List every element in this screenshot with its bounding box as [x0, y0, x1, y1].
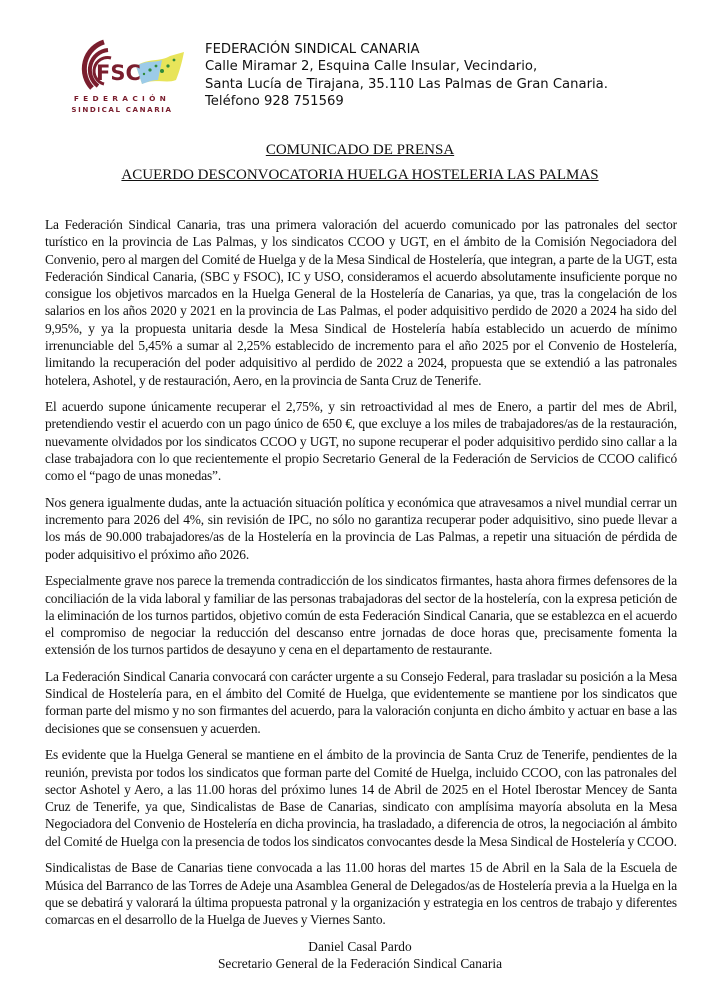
- body-paragraph-3: Nos genera igualmente dudas, ante la actuación situación política y económica que atravesamos a nivel mundial cerrar un incremento para 2026 del 4%, sin revisión de IPC, no sólo no garantiza recuperar poder adquisitivo, sino puede llevar a los más de 90.000 trabajadores/as de la Hostelería en la provincia de Las Palmas, a repetir una situación de pérdida de poder adquisitivo el próximo año 2026.: [45, 494, 677, 562]
- body-paragraph-2: El acuerdo supone únicamente recuperar el 2,75%, y sin retroactividad al mes de Enero, a partir del mes de Abril, pretendiendo vestir el acuerdo con un pago único de 650 €, que excluye a los miles de trabajadores/as de la restauración, nuevamente olvidados por los sindicatos CCOO y UGT, no supone recuperar el poder adquisitivo perdido sino callar a la clase trabajadora con lo que recientemente el propio Secretario General de la Federación de Servicios de CCOO calificó como el “pago de unas monedas”.: [45, 399, 677, 484]
- letterhead-org: FEDERACIÓN SINDICAL CANARIA: [205, 42, 420, 57]
- body-paragraph-4: Especialmente grave nos parece la tremenda contradicción de los sindicatos firmantes, hasta ahora firmes defensores de la conciliación de la vida laboral y familiar de las personas trabajadoras del sector de la hostelería, con la expresa petición de la eliminación de los turnos partidos, objetivo común de esta Federación Sindical Canaria, que se establezca en el acuerdo el compromiso de negociar la reducción del descanso entre jornadas de doce horas que, precisamente fomenta la extensión de los turnos partidos de desayuno y cena en el departamento de restaurante.: [45, 573, 677, 658]
- body-paragraph-5: La Federación Sindical Canaria convocará con carácter urgente a su Consejo Federal, para trasladar su posición a la Mesa Sindical de Hostelería para, en el ámbito del Comité de Huelga, que evidentemente se mantiene por los sindicatos que forman parte del mismo y no son firmantes del acuerdo, para la valoración conjunta en dicho ámbito y actuar en base a las decisiones que se consensuen y acuerden.: [45, 668, 677, 736]
- document-body: [45, 216, 677, 928]
- signature-name: Daniel Casal Pardo: [308, 938, 412, 954]
- document-heading: COMUNICADO DE PRENSA: [265, 142, 455, 158]
- letterhead-address-line-1: Calle Miramar 2, Esquina Calle Insular, Vecindario,: [205, 59, 538, 75]
- logo-federacion-text: FEDERACIÓN: [73, 94, 171, 103]
- fsc-emblem-icon: [58, 36, 190, 94]
- document-subheading: ACUERDO DESCONVOCATORIA HUELGA HOSTELERIA LAS PALMAS: [121, 167, 599, 183]
- signature-block: [0, 938, 720, 973]
- signature-role: Secretario General de la Federación Sindical Canaria: [217, 956, 503, 972]
- logo-sindical-canaria-text: SINDICAL CANARIA: [71, 105, 173, 114]
- fsc-logo: [58, 36, 190, 116]
- letterhead-phone: Teléfono 928 751569: [205, 93, 344, 109]
- body-paragraph-7: Sindicalistas de Base de Canarias tiene convocada a las 11.00 horas del martes 15 de Abril en la Sala de la Escuela de Música del Barranco de las Torres de Adeje una Asamblea General de Delegados/as de Hostelería previa a la Huelga en la que se debatirá y valorará la última propuesta patronal y la organización y estrategia en los centros de trabajo y diferentes comarcas en el desarrollo de la Huelga de Jueves y Viernes Santo.: [45, 860, 677, 928]
- body-paragraph-6: Es evidente que la Huelga General se mantiene en el ámbito de la provincia de Santa Cruz de Tenerife, pendientes de la reunión, prevista por todos los sindicatos que forman parte del Comité de Huelga, incluido CCOO, con las patronales del sector Ashotel y Aero, a las 11.00 horas del próximo lunes 14 de Abril de 2025 en el Hotel Iberostar Mencey de Santa Cruz de Tenerife, ya que, Sindicalistas de Base de Canarias, sindicato con amplísima mayoría absoluta en la Mesa Negociadora del Convenio de Hostelería en dicha provincia, ha trasladado, a diferencia de otros, la negociación al ámbito del Comité de Huelga con la presencia de todos los sindicatos convocantes desde la Mesa Sindical de Hostelería y CCOO.: [45, 747, 677, 849]
- logo-fsc-text: FSC: [96, 61, 141, 85]
- body-paragraph-1: La Federación Sindical Canaria, tras una primera valoración del acuerdo comunicado por las patronales del sector turístico en la provincia de Las Palmas, y los sindicatos CCOO y UGT, en el ámbito de la Comisión Negociadora del Convenio, pero al margen del Comité de Huelga y de la Mesa Sindical de Hostelería, que integran, a parte de la UGT, esta Federación Sindical Canaria, (SBC y FSOC), IC y USO, consideramos el acuerdo absolutamente insuficiente porque no consigue los objetivos marcados en la Huelga General de la Hostelería de Canarias, ya que, tras la congelación de los salarios en los años 2020 y 2021 en la provincia de Las Palmas, el poder adquisitivo perdido de 2020 a 2024 ha sido del 9,95%, y ya la propuesta unitaria desde la Mesa Sindical de Hostelería había establecido un acuerdo de mínimo irrenunciable del 5,45% a sumar al 2,25% establecido de incremento para el año 2025 por el Convenio de Hostelería, limitando la recuperación del poder adquisitivo al perdido de 2022 a 2024, propuesta que se extendió a las patronales hotelera, Ashotel, y de restauración, Aero, en la provincia de Santa Cruz de Tenerife.: [45, 217, 677, 388]
- letterhead-address-line-2: Santa Lucía de Tirajana, 35.110 Las Palmas de Gran Canaria.: [205, 76, 608, 92]
- letterhead: [205, 41, 608, 110]
- document-flow: [0, 141, 720, 973]
